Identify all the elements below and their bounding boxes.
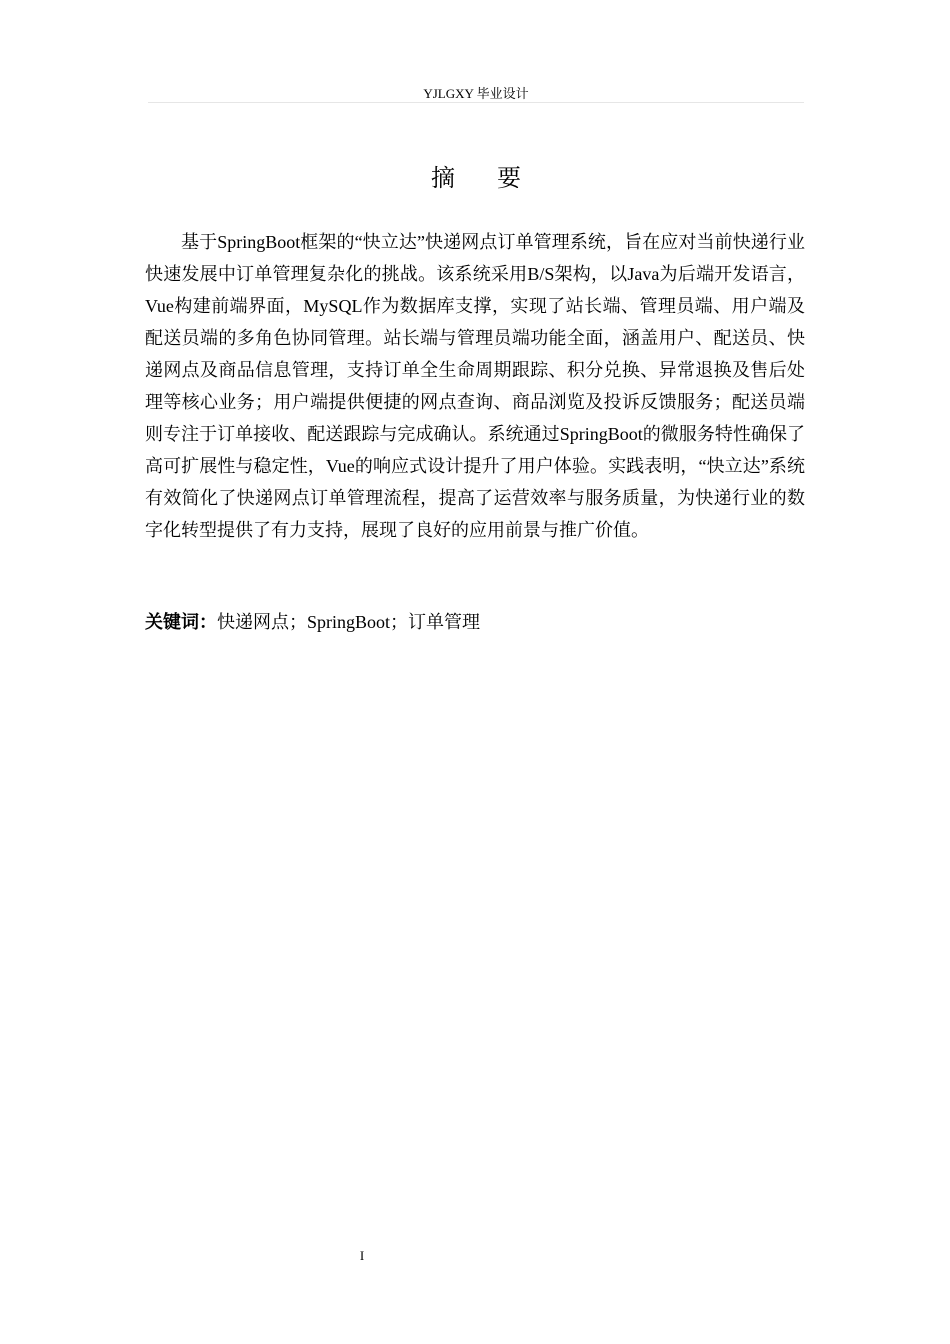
page-number: I bbox=[359, 1248, 365, 1263]
title-char-1: 摘 bbox=[431, 166, 455, 192]
header-divider bbox=[148, 102, 804, 103]
page-header bbox=[148, 86, 804, 102]
keywords-label: 关键词： bbox=[145, 612, 217, 632]
abstract-body: 基于SpringBoot框架的“快立达”快递网点订单管理系统，旨在应对当前快递行业快速发展中订单管理复杂化的挑战。该系统采用B/S架构，以Java为后端开发语言，Vue构建前端界面，MySQL作为数据库支撑，实现了站长端、管理员端、用户端及配送员端的多角色协同管理。站长端与管理员端功能全面，涵盖用户、配送员、快递网点及商品信息管理，支持订单全生命周期跟踪、积分兑换、异常退换及售后处理等核心业务；用户端提供便捷的网点查询、商品浏览及投诉反馈服务；配送员端则专注于订单接收、配送跟踪与完成确认。系统通过SpringBoot的微服务特性确保了高可扩展性与稳定性，Vue的响应式设计提升了用户体验。实践表明，“快立达”系统有效简化了快递网点订单管理流程，提高了运营效率与服务质量，为快递行业的数字化转型提供了有力支持，展现了良好的应用前景与推广价值。 bbox=[145, 232, 805, 540]
title-char-2: 要 bbox=[497, 166, 521, 192]
header-text: YJLGXY 毕业设计 bbox=[423, 86, 529, 101]
keywords-line bbox=[145, 607, 805, 637]
abstract-title bbox=[148, 164, 804, 194]
keywords-value: 快递网点；SpringBoot；订单管理 bbox=[217, 612, 481, 632]
